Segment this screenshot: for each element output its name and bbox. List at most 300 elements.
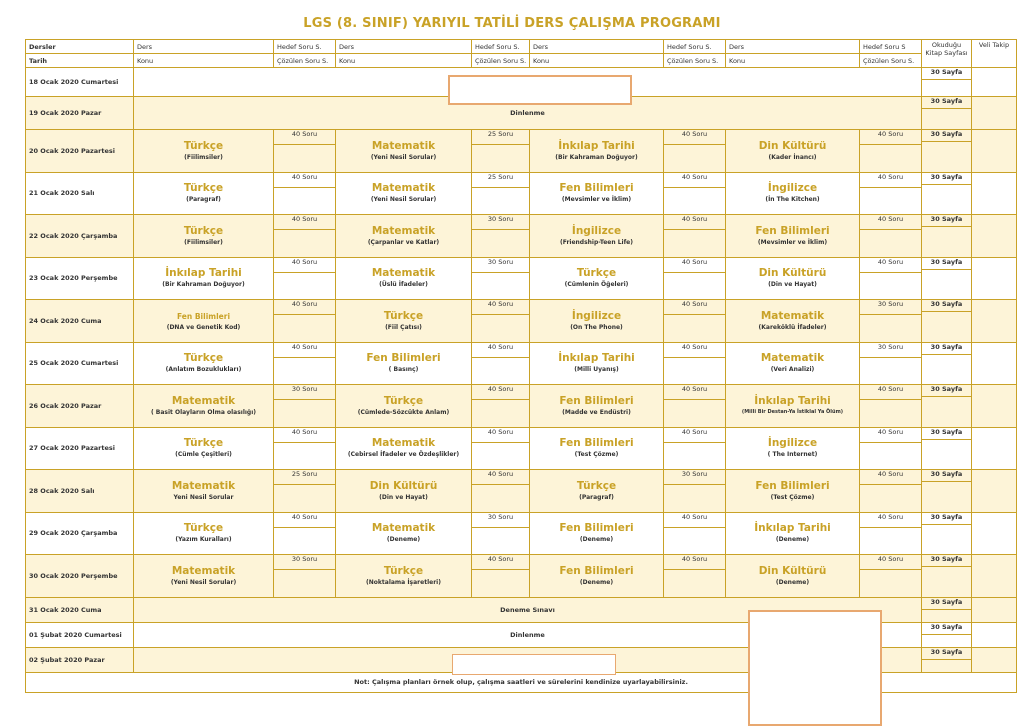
subject-topic: ( The Internet)	[767, 451, 818, 459]
goal-value: 40 Soru	[291, 172, 318, 181]
veli-takip-cell[interactable]	[972, 470, 1017, 513]
veli-takip-cell[interactable]	[972, 427, 1017, 470]
goal-cell	[274, 512, 336, 555]
subject-cell	[726, 300, 860, 343]
subject-cell	[134, 172, 274, 215]
solved-count-entry[interactable]	[274, 442, 335, 453]
subject-topic: (Kareköklü İfadeler)	[758, 323, 827, 331]
subject-cell	[726, 215, 860, 258]
subject-cell	[726, 385, 860, 428]
goal-cell	[472, 555, 530, 598]
overlay-frame-top	[448, 75, 632, 105]
subject-topic: (DNA ve Genetik Kod)	[166, 323, 241, 331]
subject-name: İngilizce	[767, 182, 818, 195]
solved-count-entry[interactable]	[472, 569, 529, 580]
subject-name: Türkçe	[183, 352, 224, 365]
veli-takip-cell[interactable]	[972, 215, 1017, 258]
veli-takip-cell[interactable]	[972, 257, 1017, 300]
solved-count-entry[interactable]	[860, 314, 921, 325]
subject-name: Fen Bilimleri	[366, 352, 441, 365]
subject-topic: (Test Çözme)	[770, 493, 815, 501]
subject-cell	[530, 130, 664, 173]
row-date: 01 Şubat 2020 Cumartesi	[26, 622, 134, 647]
goal-value: 40 Soru	[487, 342, 514, 351]
goal-value: 40 Soru	[681, 512, 708, 521]
solved-count-entry[interactable]	[472, 442, 529, 453]
subject-name: Matematik	[371, 267, 436, 280]
subject-topic: (Anlatım Bozuklukları)	[165, 366, 242, 374]
solved-count-entry[interactable]	[274, 314, 335, 325]
solved-count-entry[interactable]	[860, 527, 921, 538]
okuma-entry[interactable]	[922, 634, 971, 647]
subject-name: İnkılap Tarihi	[165, 267, 242, 280]
goal-value: 30 Soru	[291, 555, 318, 563]
subject-topic: ( Basınç)	[388, 366, 419, 374]
subject-cell	[530, 385, 664, 428]
goal-value: 40 Soru	[487, 555, 514, 563]
row-date: 29 Ocak 2020 Çarşamba	[26, 512, 134, 555]
day-row	[26, 427, 1017, 470]
goal-value: 40 Soru	[291, 512, 318, 521]
solved-count-entry[interactable]	[274, 399, 335, 410]
header-hedef-2: Hedef Soru S.	[472, 40, 530, 54]
okuma-entry[interactable]	[922, 659, 971, 672]
solved-count-entry[interactable]	[664, 442, 725, 453]
okuma-cell	[922, 512, 972, 555]
okuma-entry[interactable]	[922, 141, 971, 154]
goal-cell	[472, 257, 530, 300]
solved-count-entry[interactable]	[664, 229, 725, 240]
subject-name: Fen Bilimleri	[755, 479, 830, 492]
goal-value: 40 Soru	[291, 342, 318, 351]
subject-cell	[336, 427, 472, 470]
solved-count-entry[interactable]	[472, 484, 529, 495]
goal-cell	[860, 385, 922, 428]
subject-topic: (Paragraf)	[579, 493, 614, 501]
solved-count-entry[interactable]	[860, 272, 921, 283]
overlay-frame-bottom-right	[748, 610, 882, 726]
day-row	[26, 300, 1017, 343]
subject-name: İngilizce	[767, 437, 818, 450]
okuma-value: 30 Sayfa	[930, 427, 963, 436]
subject-topic: (Fiilimsiler)	[184, 238, 223, 246]
subject-name: Fen Bilimleri	[559, 564, 634, 577]
veli-takip-cell[interactable]	[972, 342, 1017, 385]
subject-topic: (Din ve Hayat)	[379, 493, 428, 501]
solved-count-entry[interactable]	[664, 272, 725, 283]
subject-topic: (Cümlede-Sözcükte Anlam)	[357, 408, 450, 416]
row-date: 19 Ocak 2020 Pazar	[26, 97, 134, 130]
subject-cell	[726, 172, 860, 215]
solved-count-entry[interactable]	[274, 144, 335, 155]
solved-count-entry[interactable]	[860, 442, 921, 453]
okuma-entry[interactable]	[922, 226, 971, 239]
okuma-entry[interactable]	[922, 79, 971, 92]
subject-name: Fen Bilimleri	[559, 522, 634, 535]
subject-name: Türkçe	[383, 394, 424, 407]
goal-cell	[860, 257, 922, 300]
solved-count-entry[interactable]	[472, 187, 529, 198]
goal-value: 30 Soru	[487, 215, 514, 223]
header-hedef-4: Hedef Soru S	[860, 40, 922, 54]
subject-topic: (Milli Uyanış)	[574, 366, 619, 374]
subject-topic: (On The Phone)	[570, 323, 623, 331]
subject-topic: (Yazım Kuralları)	[175, 536, 232, 544]
okuma-value: 30 Sayfa	[930, 622, 963, 631]
subject-topic: (Deneme)	[775, 536, 810, 544]
header-okunan-sayfa: Okuduğu Kitap Sayfası	[922, 40, 972, 68]
okuma-cell	[922, 385, 972, 428]
okuma-entry[interactable]	[922, 481, 971, 494]
header-row-subjects	[26, 40, 1017, 54]
goal-cell	[472, 470, 530, 513]
goal-cell	[860, 172, 922, 215]
day-row	[26, 342, 1017, 385]
goal-cell	[472, 130, 530, 173]
goal-cell	[664, 555, 726, 598]
subject-cell	[336, 300, 472, 343]
subject-name: Fen Bilimleri	[755, 224, 830, 237]
footnote: Not: Çalışma planları örnek olup, çalışma saatleri ve sürelerini kendinize uyarlayabilirsiniz.	[26, 672, 1017, 692]
subject-cell	[726, 470, 860, 513]
goal-cell	[860, 342, 922, 385]
veli-takip-cell[interactable]	[972, 555, 1017, 598]
subject-cell	[336, 130, 472, 173]
subject-name: İnkılap Tarihi	[754, 394, 831, 407]
subject-cell	[134, 215, 274, 258]
goal-cell	[860, 215, 922, 258]
subject-cell	[726, 555, 860, 598]
veli-takip-cell[interactable]	[972, 68, 1017, 97]
okuma-entry[interactable]	[922, 566, 971, 579]
okuma-value: 30 Sayfa	[930, 512, 963, 521]
goal-cell	[274, 555, 336, 598]
solved-count-entry[interactable]	[472, 357, 529, 368]
subject-topic: (Paragraf)	[186, 196, 221, 204]
subject-name: Matematik	[171, 564, 236, 577]
subject-cell	[134, 257, 274, 300]
subject-topic: (Üslü İfadeler)	[379, 281, 428, 289]
goal-value: 40 Soru	[681, 342, 708, 351]
solved-count-entry[interactable]	[860, 399, 921, 410]
goal-value: 40 Soru	[681, 427, 708, 436]
okuma-entry[interactable]	[922, 354, 971, 367]
row-date: 02 Şubat 2020 Pazar	[26, 647, 134, 672]
dinlenme-label: Dinlenme	[134, 97, 922, 130]
goal-value: 40 Soru	[877, 427, 904, 436]
goal-value: 40 Soru	[877, 512, 904, 521]
goal-value: 40 Soru	[291, 300, 318, 308]
solved-count-entry[interactable]	[274, 357, 335, 368]
subject-topic: (Friendship-Teen Life)	[559, 238, 633, 246]
solved-count-entry[interactable]	[860, 569, 921, 580]
goal-value: 40 Soru	[877, 257, 904, 266]
header-ders-2: Ders	[336, 40, 472, 54]
subject-cell	[726, 342, 860, 385]
subject-cell	[336, 385, 472, 428]
okuma-value: 30 Sayfa	[930, 130, 963, 138]
subject-name: İnkılap Tarihi	[754, 522, 831, 535]
veli-takip-cell[interactable]	[972, 597, 1017, 622]
goal-value: 30 Soru	[487, 512, 514, 521]
header-konu-3: Konu	[530, 54, 664, 68]
subject-cell	[530, 512, 664, 555]
goal-cell	[860, 427, 922, 470]
goal-value: 40 Soru	[487, 300, 514, 308]
subject-topic: (Deneme)	[775, 578, 810, 586]
okuma-value: 30 Sayfa	[930, 470, 963, 478]
subject-name: Matematik	[371, 139, 436, 152]
okuma-value: 30 Sayfa	[930, 647, 963, 656]
subject-cell	[134, 427, 274, 470]
goal-cell	[274, 257, 336, 300]
subject-topic: (Milli Bir Destan-Ya İstiklal Ya Ölüm)	[741, 408, 844, 415]
goal-value: 40 Soru	[877, 215, 904, 223]
subject-topic: (Test Çözme)	[574, 451, 619, 459]
subject-cell	[134, 342, 274, 385]
okuma-cell	[922, 257, 972, 300]
goal-value: 40 Soru	[681, 172, 708, 181]
solved-count-entry[interactable]	[664, 357, 725, 368]
solved-count-entry[interactable]	[274, 187, 335, 198]
solved-count-entry[interactable]	[664, 314, 725, 325]
schedule-body	[26, 40, 1017, 693]
header-ders-1: Ders	[134, 40, 274, 54]
header-hedef-3: Hedef Soru S.	[664, 40, 726, 54]
subject-topic: (Yeni Nesil Sorular)	[170, 578, 237, 586]
subject-cell	[726, 427, 860, 470]
solved-count-entry[interactable]	[472, 314, 529, 325]
subject-cell	[530, 342, 664, 385]
subject-cell	[134, 300, 274, 343]
okuma-value: 30 Sayfa	[930, 215, 963, 223]
subject-name: Matematik	[371, 182, 436, 195]
subject-name: Matematik	[760, 352, 825, 365]
subject-name: Fen Bilimleri	[559, 394, 634, 407]
subject-name: Türkçe	[576, 267, 617, 280]
subject-name: Fen Bilimleri	[176, 311, 231, 321]
veli-takip-cell[interactable]	[972, 97, 1017, 130]
header-hedef-1: Hedef Soru S.	[274, 40, 336, 54]
subject-cell	[530, 300, 664, 343]
solved-count-entry[interactable]	[664, 569, 725, 580]
goal-value: 30 Soru	[487, 257, 514, 266]
subject-topic: (Çarpanlar ve Katlar)	[367, 238, 440, 246]
subject-cell	[726, 512, 860, 555]
subject-cell	[336, 215, 472, 258]
row-date: 28 Ocak 2020 Salı	[26, 470, 134, 513]
goal-cell	[472, 172, 530, 215]
goal-value: 40 Soru	[877, 385, 904, 393]
okuma-value: 30 Sayfa	[930, 172, 963, 181]
row-date: 26 Ocak 2020 Pazar	[26, 385, 134, 428]
veli-takip-cell[interactable]	[972, 385, 1017, 428]
goal-cell	[472, 300, 530, 343]
veli-takip-cell[interactable]	[972, 172, 1017, 215]
header-ders-4: Ders	[726, 40, 860, 54]
solved-count-entry[interactable]	[274, 569, 335, 580]
subject-topic: (Bir Kahraman Doğuyor)	[555, 153, 638, 161]
deneme-sinavi-label: Deneme Sınavı	[134, 597, 922, 622]
goal-value: 25 Soru	[487, 172, 514, 181]
header-veli-takip: Veli Takip	[972, 40, 1017, 68]
subject-cell	[134, 385, 274, 428]
day-row	[26, 172, 1017, 215]
subject-name: İnkılap Tarihi	[558, 352, 635, 365]
veli-takip-cell[interactable]	[972, 647, 1017, 672]
subject-cell	[134, 555, 274, 598]
subject-topic: (Yeni Nesil Sorular)	[370, 153, 437, 161]
header-konu-2: Konu	[336, 54, 472, 68]
subject-topic: (Mevsimler ve İklim)	[561, 196, 632, 204]
header-row-topics	[26, 54, 1017, 68]
goal-value: 25 Soru	[487, 130, 514, 138]
goal-cell	[664, 257, 726, 300]
subject-topic: (Fiilimsiler)	[184, 153, 223, 161]
goal-value: 30 Soru	[877, 342, 904, 351]
solved-count-entry[interactable]	[472, 399, 529, 410]
subject-cell	[530, 257, 664, 300]
header-cozulen-2: Çözülen Soru S.	[472, 54, 530, 68]
okuma-entry[interactable]	[922, 396, 971, 409]
goal-cell	[664, 470, 726, 513]
solved-count-entry[interactable]	[860, 357, 921, 368]
goal-cell	[860, 470, 922, 513]
goal-value: 40 Soru	[877, 470, 904, 478]
day-row	[26, 512, 1017, 555]
study-schedule-table	[25, 39, 1017, 693]
header-cozulen-1: Çözülen Soru S.	[274, 54, 336, 68]
okuma-cell	[922, 427, 972, 470]
page-title: LGS (8. SINIF) YARIYIL TATİLİ DERS ÇALIŞMA PROGRAMI	[303, 16, 721, 31]
goal-cell	[472, 512, 530, 555]
veli-takip-cell[interactable]	[972, 622, 1017, 647]
goal-cell	[274, 385, 336, 428]
header-tarih: Tarih	[26, 54, 134, 68]
solved-count-entry[interactable]	[860, 187, 921, 198]
solved-count-entry[interactable]	[860, 229, 921, 240]
goal-cell	[664, 300, 726, 343]
okuma-value: 30 Sayfa	[930, 342, 963, 351]
solved-count-entry[interactable]	[664, 187, 725, 198]
goal-value: 40 Soru	[291, 427, 318, 436]
okuma-value: 30 Sayfa	[930, 97, 963, 105]
okuma-value: 30 Sayfa	[930, 597, 963, 606]
okuma-entry[interactable]	[922, 524, 971, 537]
goal-value: 40 Soru	[487, 427, 514, 436]
subject-topic: (Din ve Hayat)	[768, 281, 817, 289]
okuma-entry[interactable]	[922, 439, 971, 452]
subject-cell	[530, 215, 664, 258]
solved-count-entry[interactable]	[664, 399, 725, 410]
dinlenme-label: Dinlenme	[134, 622, 922, 647]
goal-cell	[860, 300, 922, 343]
solved-count-entry[interactable]	[860, 144, 921, 155]
solved-count-entry[interactable]	[274, 272, 335, 283]
day-row	[26, 470, 1017, 513]
goal-cell	[664, 427, 726, 470]
goal-value: 40 Soru	[877, 555, 904, 563]
row-date: 20 Ocak 2020 Pazartesi	[26, 130, 134, 173]
solved-count-entry[interactable]	[274, 229, 335, 240]
goal-cell	[472, 427, 530, 470]
header-ders-3: Ders	[530, 40, 664, 54]
veli-takip-cell[interactable]	[972, 512, 1017, 555]
okuma-value: 30 Sayfa	[930, 555, 963, 563]
header-konu-4: Konu	[726, 54, 860, 68]
veli-takip-cell[interactable]	[972, 130, 1017, 173]
solved-count-entry[interactable]	[472, 229, 529, 240]
row-date: 23 Ocak 2020 Perşembe	[26, 257, 134, 300]
solved-count-entry[interactable]	[472, 272, 529, 283]
subject-cell	[726, 130, 860, 173]
subject-name: Fen Bilimleri	[559, 437, 634, 450]
solved-count-entry[interactable]	[664, 144, 725, 155]
goal-value: 40 Soru	[487, 470, 514, 478]
subject-cell	[336, 342, 472, 385]
subject-cell	[336, 172, 472, 215]
solved-count-entry[interactable]	[274, 527, 335, 538]
okuma-entry[interactable]	[922, 311, 971, 324]
subject-name: Türkçe	[183, 182, 224, 195]
subject-topic: (Veri Analizi)	[770, 366, 815, 374]
row-date: 24 Ocak 2020 Cuma	[26, 300, 134, 343]
subject-name: İnkılap Tarihi	[558, 139, 635, 152]
okuma-cell	[922, 342, 972, 385]
goal-cell	[860, 555, 922, 598]
header-konu-1: Konu	[134, 54, 274, 68]
subject-topic: (Deneme)	[579, 578, 614, 586]
subject-name: Matematik	[171, 479, 236, 492]
okuma-cell	[922, 172, 972, 215]
goal-cell	[274, 300, 336, 343]
subject-name: Türkçe	[183, 224, 224, 237]
goal-value: 40 Soru	[487, 385, 514, 393]
subject-cell	[336, 555, 472, 598]
goal-cell	[274, 427, 336, 470]
subject-name: Fen Bilimleri	[559, 182, 634, 195]
okuma-entry[interactable]	[922, 108, 971, 121]
subject-name: Matematik	[171, 394, 236, 407]
goal-value: 30 Soru	[291, 385, 318, 393]
solved-count-entry[interactable]	[472, 144, 529, 155]
solved-count-entry[interactable]	[274, 484, 335, 495]
goal-value: 25 Soru	[291, 470, 318, 478]
subject-name: Matematik	[371, 437, 436, 450]
goal-cell	[274, 172, 336, 215]
goal-cell	[274, 470, 336, 513]
subject-cell	[530, 427, 664, 470]
subject-topic: (Cümlenin Öğeleri)	[564, 281, 629, 289]
solved-count-entry[interactable]	[664, 484, 725, 495]
solved-count-entry[interactable]	[860, 484, 921, 495]
veli-takip-cell[interactable]	[972, 300, 1017, 343]
okuma-cell	[922, 555, 972, 598]
goal-value: 40 Soru	[681, 257, 708, 266]
goal-value: 40 Soru	[681, 215, 708, 223]
okuma-entry[interactable]	[922, 269, 971, 282]
goal-cell	[664, 512, 726, 555]
okuma-entry[interactable]	[922, 184, 971, 197]
row-date: 27 Ocak 2020 Pazartesi	[26, 427, 134, 470]
solved-count-entry[interactable]	[472, 527, 529, 538]
day-row	[26, 555, 1017, 598]
solved-count-entry[interactable]	[664, 527, 725, 538]
day-row	[26, 130, 1017, 173]
day-row	[26, 257, 1017, 300]
goal-cell	[472, 215, 530, 258]
okuma-entry[interactable]	[922, 609, 971, 622]
